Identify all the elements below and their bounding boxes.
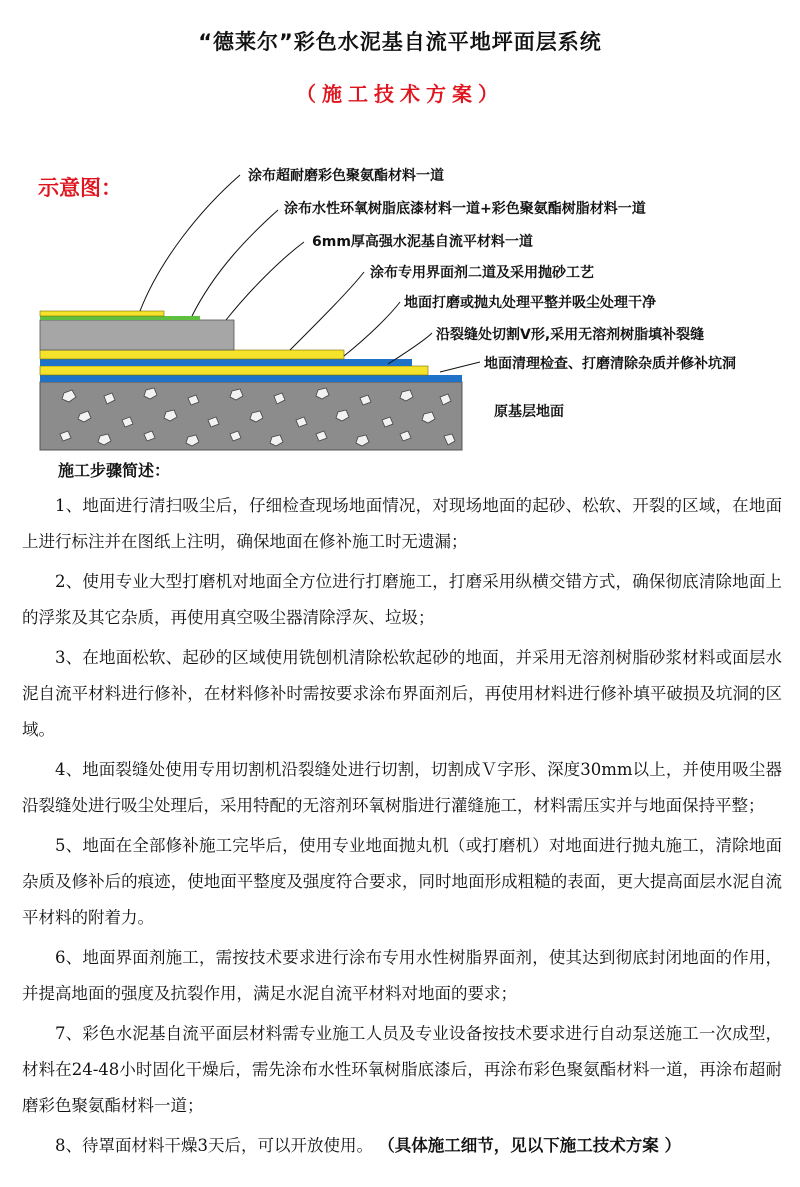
- step-item: 2、使用专业大型打磨机对地面全方位进行打磨施工，打磨采用纵横交错方式，确保彻底清除地面上的浮浆及其它杂质，再使用真空吸尘器清除浮灰、垃圾；: [22, 572, 782, 627]
- callout-cleaning: 地面清理检查、打磨清除杂质并修补坑洞: [484, 356, 736, 372]
- callout-topcoat: 涂布超耐磨彩色聚氨酯材料一道: [248, 168, 444, 184]
- step-note: （具体施工细节，见以下施工技术方案 ）: [378, 1136, 681, 1155]
- layer-topcoat-yellow: [40, 311, 164, 316]
- callout-grinding: 地面打磨或抛丸处理平整并吸尘处理干净: [404, 295, 656, 311]
- callout-selfleveling: 6mm厚高强水泥基自流平材料一道: [312, 234, 533, 250]
- layer-yellow-1: [40, 366, 428, 375]
- layer-primer-green: [40, 316, 200, 320]
- steps-title: 施工步骤简述：: [58, 461, 171, 480]
- layer-diagram: [0, 150, 800, 460]
- layer-yellow-2: [40, 350, 344, 359]
- callout-base: 原基层地面: [494, 404, 564, 420]
- callout-interface-agent: 涂布专用界面剂二道及采用抛砂工艺: [370, 265, 594, 281]
- layer-blue-2: [40, 359, 412, 366]
- step-item: 4、地面裂缝处使用专用切割机沿裂缝处进行切割，切割成Ｖ字形、深度30mm以上，并使用吸尘器沿裂缝处进行吸尘处理后，采用特配的无溶剂环氧树脂进行灌缝施工，材料需压实并与地面保持平整；: [22, 760, 782, 815]
- step-item: 7、彩色水泥基自流平面层材料需专业施工人员及专业设备按技术要求进行自动泵送施工一次成型，材料在24-48小时固化干燥后，需先涂布水性环氧树脂底漆后，再涂布彩色聚氨酯材料一道，再涂布超耐磨彩色聚氨酯材料一道；: [22, 1024, 782, 1115]
- steps-list: [22, 488, 782, 1168]
- callout-crack-repair: 沿裂缝处切割V形,采用无溶剂树脂填补裂缝: [436, 327, 705, 343]
- step-item: 8、待罩面材料干燥3天后，可以开放使用。 （具体施工细节，见以下施工技术方案 ）: [55, 1136, 681, 1155]
- layer-blue-bottom: [40, 375, 462, 382]
- document-title: “德莱尔”彩色水泥基自流平地坪面层系统: [198, 30, 602, 54]
- step-item: 3、在地面松软、起砂的区域使用铣刨机清除松软起砂的地面，并采用无溶剂树脂砂浆材料或面层水泥自流平材料进行修补，在材料修补时需按要求涂布界面剂后，再使用材料进行修补填平破损及坑洞的区域。: [22, 648, 782, 739]
- document-subtitle: （施工技术方案）: [296, 82, 504, 106]
- step-item: 6、地面界面剂施工，需按技术要求进行涂布专用水性树脂界面剂，使其达到彻底封闭地面的作用，并提高地面的强度及抗裂作用，满足水泥自流平材料对地面的要求；: [22, 948, 782, 1003]
- diagram-label: 示意图：: [38, 176, 122, 200]
- step-item: 5、地面在全部修补施工完毕后，使用专业地面抛丸机（或打磨机）对地面进行抛丸施工，清除地面杂质及修补后的痕迹，使地面平整度及强度符合要求，同时地面形成粗糙的表面，更大提高面层水泥自流平材料的附着力。: [22, 836, 782, 927]
- step-item: 1、地面进行清扫吸尘后，仔细检查现场地面情况，对现场地面的起砂、松软、开裂的区域，在地面上进行标注并在图纸上注明，确保地面在修补施工时无遗漏；: [22, 496, 782, 551]
- layer-selfleveling-gray: [40, 320, 234, 350]
- callout-primer: 涂布水性环氧树脂底漆材料一道+彩色聚氨酯树脂材料一道: [284, 201, 646, 217]
